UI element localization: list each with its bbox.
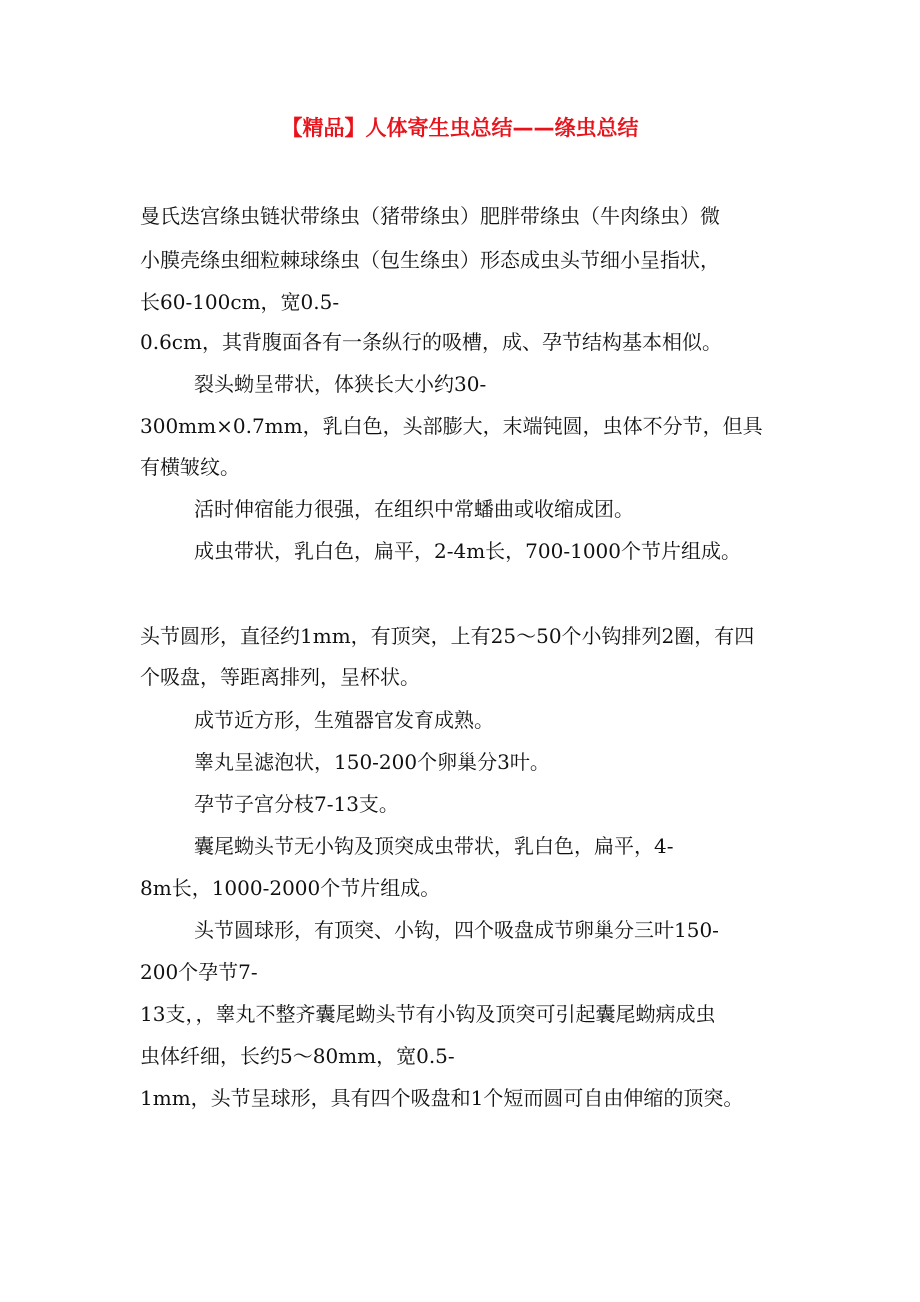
text-line: 有横皱纹。 [140, 455, 240, 479]
text-line: 成节近方形，生殖器官发育成熟。 [194, 708, 494, 732]
text-line: 孕节子宫分枝7-13支。 [194, 792, 399, 816]
text-line: 头节圆球形，有顶突、小钩，四个吸盘成节卵巢分三叶150- [194, 918, 719, 942]
text-line: 200个孕节7- [140, 960, 258, 984]
text-line: 0.6cm，其背腹面各有一条纵行的吸槽，成、孕节结构基本相似。 [140, 330, 722, 354]
text-line: 成虫带状，乳白色，扁平，2-4m长，700-1000个节片组成。 [194, 539, 742, 563]
text-line: 个吸盘，等距离排列，呈杯状。 [140, 665, 420, 689]
text-line: 长60-100cm，宽0.5- [140, 290, 340, 314]
document-title: 【精品】人体寄生虫总结——绦虫总结 [281, 116, 639, 140]
text-line: 裂头蚴呈带状，体狭长大小约30- [194, 372, 487, 396]
text-line: 曼氏迭宫绦虫链状带绦虫（猪带绦虫）肥胖带绦虫（牛肉绦虫）微 [140, 204, 720, 228]
text-line: 活时伸宿能力很强，在组织中常蟠曲或收缩成团。 [194, 497, 634, 521]
text-line: 头节圆形，直径约1mm，有顶突，上有25～50个小钩排列2圈，有四 [140, 624, 755, 648]
text-line: 300mm×0.7mm，乳白色，头部膨大，末端钝圆，虫体不分节，但具 [140, 414, 763, 438]
text-line: 8m长，1000-2000个节片组成。 [140, 876, 441, 900]
text-line: 虫体纤细，长约5～80mm，宽0.5- [140, 1044, 455, 1068]
text-line: 1mm，头节呈球形，具有四个吸盘和1个短而圆可自由伸缩的顶突。 [140, 1086, 744, 1110]
text-line: 小膜壳绦虫细粒棘球绦虫（包生绦虫）形态成虫头节细小呈指状， [140, 248, 720, 272]
text-line: 囊尾蚴头节无小钩及顶突成虫带状，乳白色，扁平，4- [194, 834, 674, 858]
text-line: 13支，，睾丸不整齐囊尾蚴头节有小钩及顶突可引起囊尾蚴病成虫 [140, 1002, 716, 1026]
text-line: 睾丸呈滤泡状，150-200个卵巢分3叶。 [194, 750, 550, 774]
